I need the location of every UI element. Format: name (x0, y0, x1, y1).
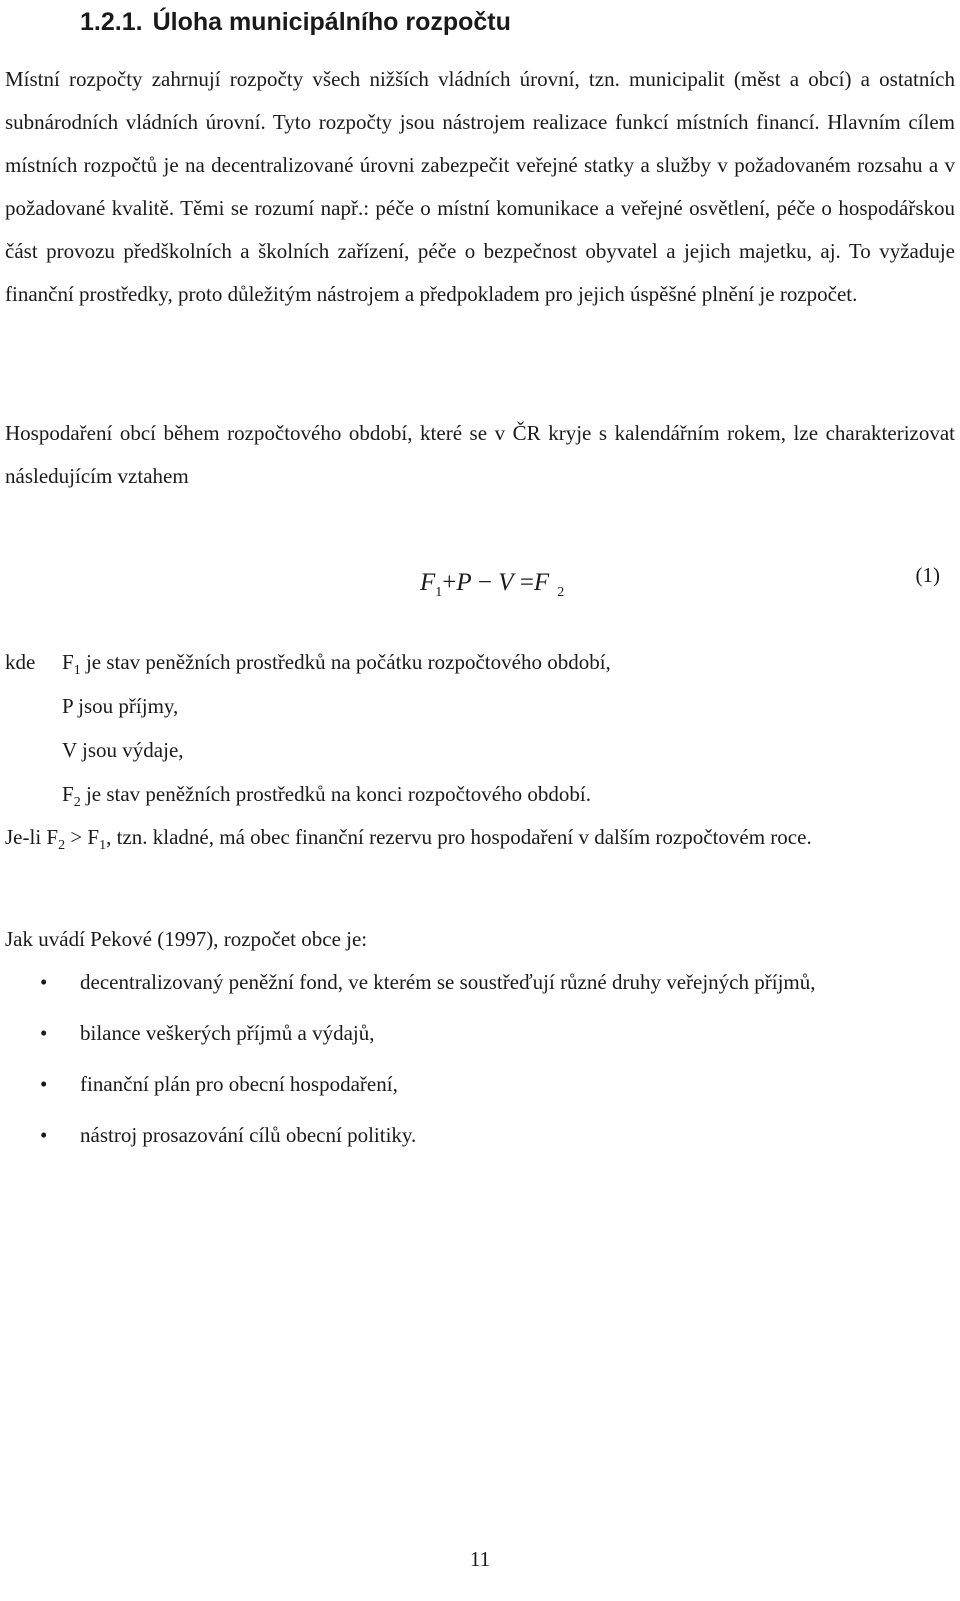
eq-f2: F (533, 569, 550, 596)
definition-p-text: P jsou příjmy, (62, 694, 179, 718)
list-item (5, 1062, 955, 1106)
list-item-text: bilance veškerých příjmů a výdajů, (80, 1021, 375, 1045)
f2-description: je stav peněžních prostředků na konci rozpočtového období. (80, 782, 591, 806)
definition-lead: kde (5, 650, 36, 674)
paragraph-municipal-budgets: Místní rozpočty zahrnují rozpočty všech nižších vládních úrovní, tzn. municipalit (měst a obcí) a ostatních subnárodních vládních úrovní. Tyto rozpočty jsou nástrojem realizace funkcí místních financí. Hlavním cílem místních rozpočtů je na decentralizované úrovni zabezpečit veřejné statky a služby v požadovaném rozsahu a v požadované kvalitě. Těmi se rozumí např.: péče o místní komunikace a veřejné osvětlení, péče o hospodářskou část provozu předškolních a školních zařízení, péče o bezpečnost obyvatel a jejich majetku, aj. To vyžaduje finanční prostředky, proto důležitým nástrojem a předpokladem pro jejich úspěšné plnění je rozpočet. (5, 67, 955, 306)
eq-f1: F (420, 569, 436, 596)
list-item (5, 1113, 955, 1157)
equation-definitions (5, 640, 955, 816)
definition-v (5, 728, 955, 772)
definition-v-text: V jsou výdaje, (62, 738, 184, 762)
list-item (5, 960, 955, 1004)
f2-symbol: F (62, 782, 74, 806)
page-number: 11 (469, 1547, 491, 1571)
condition-part-a: Je-li F (5, 825, 59, 849)
condition-sub-a: 2 (58, 838, 66, 854)
list-item-text: finanční plán pro obecní hospodaření, (80, 1072, 398, 1096)
f1-symbol: F (62, 650, 74, 674)
eq-minus: − (477, 569, 493, 596)
equation-number: (1) (915, 563, 940, 587)
bullet-icon: • (40, 1021, 48, 1045)
f1-description: je stav peněžních prostředků na počátku rozpočtového období, (80, 650, 611, 674)
condition-part-b: > F (65, 825, 100, 849)
paragraph-budget-relation: Hospodaření obcí během rozpočtového období, které se v ČR kryje s kalendářním rokem, lze charakterizovat následujícím vztahem (5, 421, 955, 488)
eq-plus: + (442, 569, 457, 596)
definition-f2 (5, 772, 955, 816)
condition-part-c: , tzn. kladné, má obec finanční rezervu pro hospodaření v dalším rozpočtovém roce. (106, 825, 812, 849)
section-heading (80, 4, 511, 40)
section-number: 1.2.1. (80, 8, 143, 36)
condition-sub-b: 1 (99, 838, 107, 854)
budget-equation (420, 565, 564, 611)
f2-subscript: 2 (73, 795, 81, 811)
list-item (5, 1011, 955, 1055)
list-item-text: decentralizovaný peněžní fond, ve kterém se soustřeďují různé druhy veřejných příjmů, (80, 970, 816, 994)
bullet-icon: • (40, 1072, 48, 1096)
list-item-text: nástroj prosazování cílů obecní politiky. (80, 1123, 417, 1147)
bullet-icon: • (40, 970, 48, 994)
eq-v: V (498, 569, 514, 596)
eq-sub2: 2 (557, 585, 565, 600)
bullet-icon: • (40, 1123, 48, 1147)
eq-equals: = (519, 569, 534, 596)
paragraph-condition (5, 816, 955, 867)
section-title: Úloha municipálního rozpočtu (152, 8, 511, 36)
paragraph-intro: Jak uvádí Pekové (1997), rozpočet obce je: (5, 927, 368, 951)
definition-p (5, 684, 955, 728)
f1-subscript: 1 (73, 663, 81, 679)
budget-definition-list (5, 960, 955, 1164)
eq-sub1: 1 (435, 585, 443, 600)
definition-f1 (5, 640, 955, 684)
eq-p: P (456, 569, 472, 596)
